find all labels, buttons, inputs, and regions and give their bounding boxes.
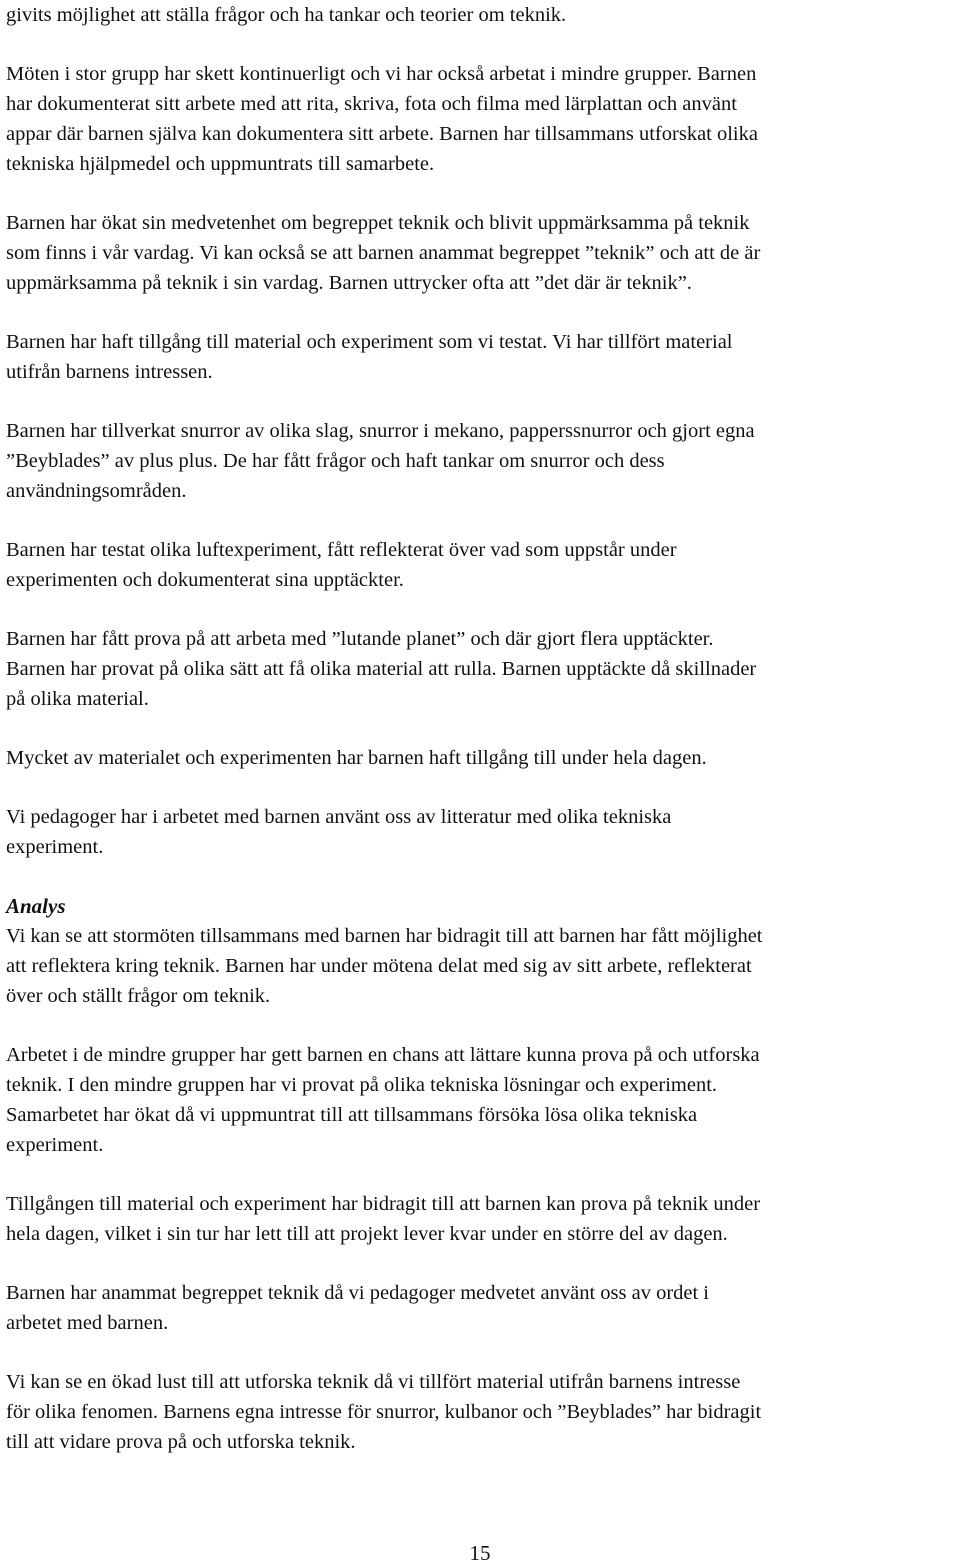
text-line: till att vidare prova på och utforska teknik. — [6, 1431, 356, 1453]
paragraph-awareness — [6, 208, 960, 298]
text-line: Tillgången till material och experiment har bidragit till att barnen kan prova på teknik under — [6, 1193, 761, 1215]
paragraph-materials — [6, 327, 960, 387]
text-line: tekniska hjälpmedel och uppmuntrats till samarbete. — [6, 153, 435, 175]
text-line: hela dagen, vilket i sin tur har lett till att projekt lever kvar under en större del av dagen. — [6, 1223, 728, 1245]
text-line: Barnen har ökat sin medvetenhet om begreppet teknik och blivit uppmärksamma på teknik — [6, 212, 750, 234]
paragraph-intro-continuation — [6, 0, 960, 30]
paragraph-inclined-plane — [6, 624, 960, 714]
text-line: Möten i stor grupp har skett kontinuerligt och vi har också arbetat i mindre grupper. Barnen — [6, 63, 757, 85]
paragraph-meetings — [6, 59, 960, 179]
page-body — [6, 0, 960, 1486]
text-line: Barnen har fått prova på att arbeta med ”lutande planet” och där gjort flera upptäckter. — [6, 628, 714, 650]
paragraph-analysis-curiosity — [6, 1367, 960, 1457]
text-line: givits möjlighet att ställa frågor och ha tankar och teorier om teknik. — [6, 4, 567, 26]
paragraph-analysis-access — [6, 1189, 960, 1249]
text-line: har dokumenterat sitt arbete med att rita, skriva, fota och filma med lärplattan och använt — [6, 93, 737, 115]
text-line: på olika material. — [6, 688, 149, 710]
text-line: Arbetet i de mindre grupper har gett barnen en chans att lättare kunna prova på och utforska — [6, 1044, 760, 1066]
text-line: appar där barnen själva kan dokumentera sitt arbete. Barnen har tillsammans utforskat olika — [6, 123, 758, 145]
text-line: Barnen har anammat begreppet teknik då vi pedagoger medvetet använt oss av ordet i — [6, 1282, 710, 1304]
text-line: användningsområden. — [6, 480, 187, 502]
paragraph-analysis-meetings — [6, 921, 960, 1011]
text-line: Barnen har haft tillgång till material och experiment som vi testat. Vi har tillfört material — [6, 331, 733, 353]
text-line: för olika fenomen. Barnens egna intresse för snurror, kulbanor och ”Beyblades” har bidragit — [6, 1401, 762, 1423]
text-line: som finns i vår vardag. Vi kan också se att barnen anammat begreppet ”teknik” och att de är — [6, 242, 761, 264]
text-line: Vi kan se att stormöten tillsammans med barnen har bidragit till att barnen har fått möjlighet — [6, 925, 763, 947]
text-line: utifrån barnens intressen. — [6, 361, 213, 383]
text-line: arbetet med barnen. — [6, 1312, 169, 1334]
text-line: Barnen har testat olika luftexperiment, fått reflekterat över vad som uppstår under — [6, 539, 677, 561]
paragraph-analysis-concept — [6, 1278, 960, 1338]
text-line: teknik. I den mindre gruppen har vi provat på olika tekniska lösningar och experiment. — [6, 1074, 718, 1096]
text-line: ”Beyblades” av plus plus. De har fått frågor och haft tankar om snurror och dess — [6, 450, 665, 472]
text-line: experiment. — [6, 1134, 104, 1156]
text-line: Samarbetet har ökat då vi uppmuntrat till att tillsammans försöka lösa olika tekniska — [6, 1104, 698, 1126]
text-line: uppmärksamma på teknik i sin vardag. Barnen uttrycker ofta att ”det där är teknik”. — [6, 272, 692, 294]
text-line: experiment. — [6, 836, 104, 858]
paragraph-access-all-day — [6, 743, 960, 773]
text-line: experimenten och dokumenterat sina upptäckter. — [6, 569, 404, 591]
text-line: Barnen har provat på olika sätt att få olika material att rulla. Barnen upptäckte då skillnader — [6, 658, 757, 680]
paragraph-air-experiments — [6, 535, 960, 595]
text-line: Vi pedagoger har i arbetet med barnen använt oss av litteratur med olika tekniska — [6, 806, 672, 828]
paragraph-literature — [6, 802, 960, 862]
text-line: Mycket av materialet och experimenten har barnen haft tillgång till under hela dagen. — [6, 747, 707, 769]
paragraph-spinners — [6, 416, 960, 506]
text-line: Vi kan se en ökad lust till att utforska teknik då vi tillfört material utifrån barnens intresse — [6, 1371, 741, 1393]
text-line: att reflektera kring teknik. Barnen har under mötena delat med sig av sitt arbete, reflekterat — [6, 955, 752, 977]
text-line: över och ställt frågor om teknik. — [6, 985, 271, 1007]
paragraph-analysis-small-groups — [6, 1040, 960, 1160]
page-number: 15 — [469, 1541, 491, 1565]
analysis-heading: Analys — [6, 894, 66, 918]
text-line: Barnen har tillverkat snurror av olika slag, snurror i mekano, papperssnurror och gjort egna — [6, 420, 755, 442]
